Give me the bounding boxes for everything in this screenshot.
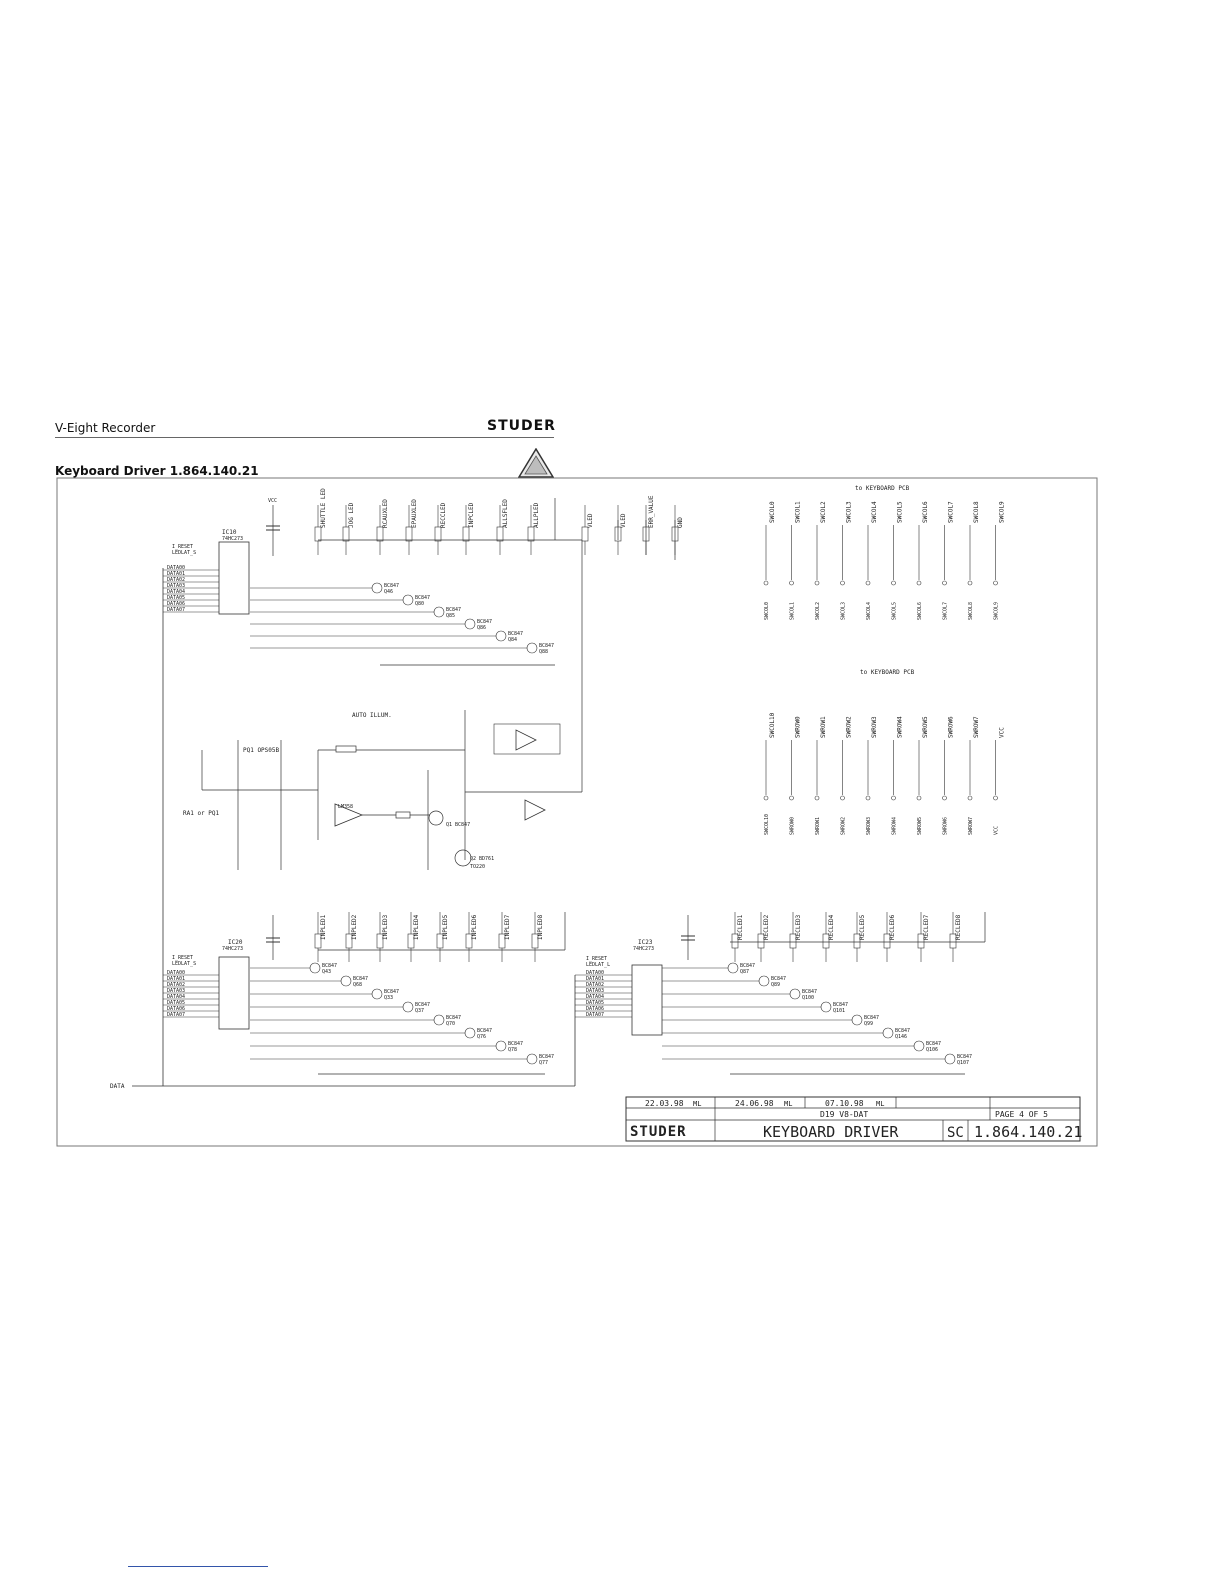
- ic23-input-latch: LEDLAT_L: [586, 962, 611, 968]
- transistor-ref: Q99: [864, 1021, 874, 1027]
- transistor-part: BC847: [508, 1041, 524, 1047]
- switch-line-label: SWROW6: [942, 816, 949, 835]
- transistor-ref: Q84: [508, 637, 518, 643]
- switch-line-label: SWROW4: [896, 716, 904, 738]
- led-signal-label: INPLED7: [504, 914, 511, 940]
- ic10-input-reset: I_RESET: [172, 544, 194, 550]
- data-line-label: DATA04: [167, 589, 186, 595]
- data-line-label: DATA01: [586, 976, 605, 982]
- transistor-ref: Q107: [957, 1060, 970, 1066]
- drawing-title: KEYBOARD DRIVER: [763, 1123, 899, 1141]
- data-line-label: DATA03: [167, 988, 186, 994]
- ic10-chip: [219, 542, 249, 614]
- led-signal-label: JOG LED: [348, 502, 355, 528]
- data-line-label: DATA02: [167, 982, 186, 988]
- led-signal-label: RECLED6: [889, 914, 896, 940]
- q1-label: Q1 BC847: [446, 822, 471, 828]
- ic10-part: 74HC273: [222, 536, 244, 542]
- data-line-label: DATA06: [586, 1006, 605, 1012]
- led-signal-label: RECLED7: [923, 914, 930, 940]
- data-line-label: DATA05: [167, 1000, 186, 1006]
- data-line-label: DATA02: [586, 982, 605, 988]
- led-signal-label: RECLED1: [737, 914, 744, 940]
- switch-line-label: SWROW0: [789, 816, 796, 835]
- transistor-ref: Q88: [539, 649, 549, 655]
- switch-line-label: SWCOL0: [764, 601, 770, 620]
- transistor-part: BC847: [957, 1054, 973, 1060]
- switch-line-label: SWROW6: [947, 716, 955, 738]
- transistor-part: BC847: [802, 989, 818, 995]
- switch-line-label: SWCOL4: [866, 601, 872, 620]
- ic20-input-reset: I_RESET: [172, 955, 194, 961]
- transistor-part: BC847: [415, 1002, 431, 1008]
- switch-line-label: SWROW5: [922, 716, 929, 738]
- ic10-data-lines: [163, 565, 219, 613]
- transistor-part: BC847: [895, 1028, 911, 1034]
- transistor-ref: Q86: [477, 625, 487, 631]
- transistor-part: BC847: [322, 963, 338, 969]
- q2-label: Q2 BD761: [470, 856, 495, 862]
- led-signal-label: RECLED5: [859, 914, 866, 940]
- switch-line-label: VCC: [993, 825, 1000, 835]
- transistor-part: BC847: [384, 989, 400, 995]
- ic20-data-lines: [163, 970, 219, 1018]
- ic23-chip: [632, 965, 662, 1035]
- switch-line-label: SWROW1: [815, 816, 821, 835]
- title-brand: STUDER: [630, 1124, 687, 1140]
- transistor-ref: Q33: [384, 995, 394, 1001]
- rev2-date: 07.10.98: [825, 1099, 864, 1108]
- switch-line-label: SWCOL3: [840, 601, 847, 620]
- top-transistors: [250, 583, 554, 655]
- switch-line-label: SWROW7: [968, 816, 974, 835]
- data-line-label: DATA04: [586, 994, 605, 1000]
- switch-line-label: SWCOL10: [764, 813, 770, 835]
- bottom-left-transistors: [250, 963, 554, 1066]
- transistor-ref: Q106: [926, 1047, 939, 1053]
- swrow-connector: [764, 712, 1006, 835]
- transistor-ref: Q43: [322, 969, 332, 975]
- data-line-label: DATA01: [167, 571, 186, 577]
- top-connector-title: to KEYBOARD PCB: [855, 485, 910, 492]
- ic23-data-lines: [575, 970, 632, 1018]
- sheet-name: D19 V8-DAT: [820, 1110, 869, 1119]
- transistor-ref: Q68: [353, 982, 363, 988]
- sensor-label: PQ1 OPS05B: [243, 747, 280, 754]
- middle-connector-title: to KEYBOARD PCB: [860, 669, 915, 676]
- bottom-right-transistors: [662, 963, 972, 1066]
- transistor-part: BC847: [539, 643, 555, 649]
- bottom-right-section: [575, 912, 985, 1074]
- led-signal-label: INPLED3: [382, 914, 389, 940]
- switch-line-label: SWCOL2: [820, 501, 827, 523]
- ic20-label: IC20: [228, 939, 243, 946]
- switch-line-label: SWROW3: [871, 716, 878, 738]
- transistor-ref: Q37: [415, 1008, 425, 1014]
- ic20-chip: [219, 957, 249, 1029]
- transistor-ref: Q101: [833, 1008, 846, 1014]
- data-line-label: DATA06: [167, 1006, 186, 1012]
- switch-line-label: SWCOL1: [789, 601, 796, 620]
- led-signal-label: VLED: [620, 513, 627, 528]
- led-signal-label: RCAUXLED: [382, 499, 389, 528]
- rev1-by: ML: [784, 1100, 793, 1108]
- rev1-date: 24.06.98: [735, 1099, 774, 1108]
- data-line-label: DATA00: [586, 970, 605, 976]
- data-line-label: DATA04: [167, 994, 186, 1000]
- sensor-note: RA1 or PQ1: [183, 810, 220, 817]
- transistor-ref: Q100: [802, 995, 815, 1001]
- data-line-label: DATA05: [167, 595, 186, 601]
- bus-label: DATA: [110, 1083, 125, 1090]
- led-signal-label: INPLED2: [351, 914, 358, 940]
- transistor-ref: Q76: [477, 1034, 487, 1040]
- data-line-label: DATA00: [167, 565, 186, 571]
- data-line-label: DATA03: [586, 988, 605, 994]
- rev0-date: 22.03.98: [645, 1099, 684, 1108]
- rev2-by: ML: [876, 1100, 885, 1108]
- transistor-part: BC847: [740, 963, 756, 969]
- led-signal-label: RECLED4: [828, 914, 835, 940]
- ic23-input-reset: I_RESET: [586, 956, 608, 962]
- recled-outputs: [732, 912, 962, 962]
- transistor-part: BC847: [864, 1015, 880, 1021]
- data-line-label: DATA05: [586, 1000, 605, 1006]
- ic10-input-latch: LEDLAT_S: [172, 550, 197, 556]
- document-product-title: V-Eight Recorder: [55, 421, 156, 435]
- auto-illum-label: AUTO ILLUM.: [352, 712, 392, 719]
- ic23-label: IC23: [638, 939, 653, 946]
- led-signal-label: VLED: [587, 513, 594, 528]
- transistor-ref: Q70: [446, 1021, 456, 1027]
- transistor-part: BC847: [477, 1028, 493, 1034]
- switch-line-label: SWCOL2: [815, 601, 821, 620]
- switch-line-label: SWCOL3: [845, 501, 853, 523]
- transistor-part: BC847: [508, 631, 524, 637]
- switch-line-label: SWCOL5: [891, 601, 898, 620]
- data-line-label: DATA03: [167, 583, 186, 589]
- switch-line-label: SWROW4: [891, 816, 898, 835]
- transistor-ref: Q77: [539, 1060, 549, 1066]
- led-signal-label: ALLSFLED: [502, 499, 509, 528]
- transistor-part: BC847: [477, 619, 493, 625]
- ic20-input-latch: LEDLAT_S: [172, 961, 197, 967]
- brand-logo: STUDER: [487, 418, 556, 434]
- data-line-label: DATA02: [167, 577, 186, 583]
- led-signal-label: RECLED8: [955, 914, 962, 940]
- drawing-type: SC: [947, 1125, 964, 1141]
- led-signal-label: RECLED2: [763, 914, 770, 940]
- transistor-part: BC847: [446, 607, 462, 613]
- transistor-ref: Q85: [446, 613, 456, 619]
- bottom-left-section: [163, 912, 565, 1074]
- switch-line-label: SWCOL9: [998, 501, 1006, 523]
- transistor-part: BC847: [353, 976, 369, 982]
- led-signal-label: RECCLED: [440, 502, 447, 528]
- data-line-label: DATA07: [167, 607, 186, 613]
- transistor-ref: Q146: [895, 1034, 908, 1040]
- data-line-label: DATA01: [167, 976, 186, 982]
- q2-package: TO220: [470, 864, 486, 870]
- switch-line-label: SWCOL6: [917, 601, 923, 620]
- switch-line-label: SWROW7: [973, 716, 980, 738]
- transistor-ref: Q87: [740, 969, 750, 975]
- transistor-ref: Q89: [771, 982, 781, 988]
- switch-line-label: SWCOL1: [794, 501, 802, 523]
- switch-line-label: SWCOL7: [942, 601, 949, 620]
- switch-line-label: SWCOL7: [947, 501, 955, 523]
- title-block: [626, 1097, 1082, 1141]
- top-vcc-label: VCC: [268, 498, 278, 504]
- switch-line-label: SWROW0: [794, 716, 802, 738]
- data-line-label: DATA07: [167, 1012, 186, 1018]
- switch-line-label: SWROW1: [820, 716, 827, 738]
- led-signal-label: EPAUXLED: [411, 499, 418, 528]
- transistor-part: BC847: [446, 1015, 462, 1021]
- led-signal-label: GND: [677, 517, 684, 528]
- middle-section: [183, 669, 1006, 870]
- drawing-number: 1.864.140.21: [974, 1123, 1083, 1141]
- transistor-part: BC847: [539, 1054, 555, 1060]
- inpled-outputs: [315, 912, 544, 962]
- footer-link-underline: [128, 1566, 268, 1567]
- switch-line-label: SWCOL6: [922, 501, 929, 523]
- led-signal-label: INPLED4: [413, 914, 420, 940]
- switch-line-label: SWCOL8: [973, 501, 980, 523]
- switch-line-label: SWROW2: [840, 816, 847, 835]
- transistor-ref: Q80: [415, 601, 425, 607]
- ic10-label: IC10: [222, 529, 237, 536]
- led-signal-label: SHUTTLE LED: [320, 488, 327, 528]
- switch-line-label: SWCOL5: [896, 501, 904, 523]
- transistor-part: BC847: [415, 595, 431, 601]
- transistor-part: BC847: [926, 1041, 942, 1047]
- switch-line-label: SWROW2: [845, 716, 853, 738]
- switch-line-label: SWCOL10: [769, 712, 776, 738]
- led-signal-label: INPLED1: [320, 914, 327, 940]
- top-led-outputs: [315, 488, 684, 555]
- switch-line-label: SWROW3: [866, 816, 872, 835]
- transistor-part: BC847: [771, 976, 787, 982]
- led-signal-label: INPCLED: [468, 502, 475, 528]
- data-line-label: DATA06: [167, 601, 186, 607]
- led-signal-label: INPLED5: [442, 914, 449, 940]
- ic23-part: 74HC273: [633, 946, 655, 952]
- led-signal-label: ALLPLED: [533, 502, 540, 528]
- switch-line-label: SWCOL9: [993, 601, 1000, 620]
- switch-line-label: SWROW5: [917, 816, 923, 835]
- data-line-label: DATA07: [586, 1012, 605, 1018]
- led-signal-label: INPLED6: [471, 914, 478, 940]
- switch-line-label: SWCOL0: [769, 501, 776, 523]
- swcol-connector: [764, 501, 1006, 620]
- switch-line-label: SWCOL4: [871, 501, 878, 523]
- switch-line-label: VCC: [998, 727, 1006, 738]
- rev0-by: ML: [693, 1100, 702, 1108]
- section-title: Keyboard Driver 1.864.140.21: [55, 464, 259, 478]
- transistor-part: BC847: [384, 583, 400, 589]
- led-signal-label: INPLED8: [537, 914, 544, 940]
- page-label: PAGE 4 OF 5: [995, 1110, 1048, 1119]
- led-signal-label: RECLED3: [795, 914, 802, 940]
- switch-line-label: SWCOL8: [968, 601, 974, 620]
- top-section: [163, 485, 1006, 792]
- ic20-part: 74HC273: [222, 946, 244, 952]
- led-signal-label: ERR_VALUE: [648, 495, 655, 528]
- transistor-ref: Q78: [508, 1047, 518, 1053]
- transistor-part: BC847: [833, 1002, 849, 1008]
- data-line-label: DATA00: [167, 970, 186, 976]
- opamp-label: LM358: [338, 804, 354, 810]
- transistor-ref: Q46: [384, 589, 394, 595]
